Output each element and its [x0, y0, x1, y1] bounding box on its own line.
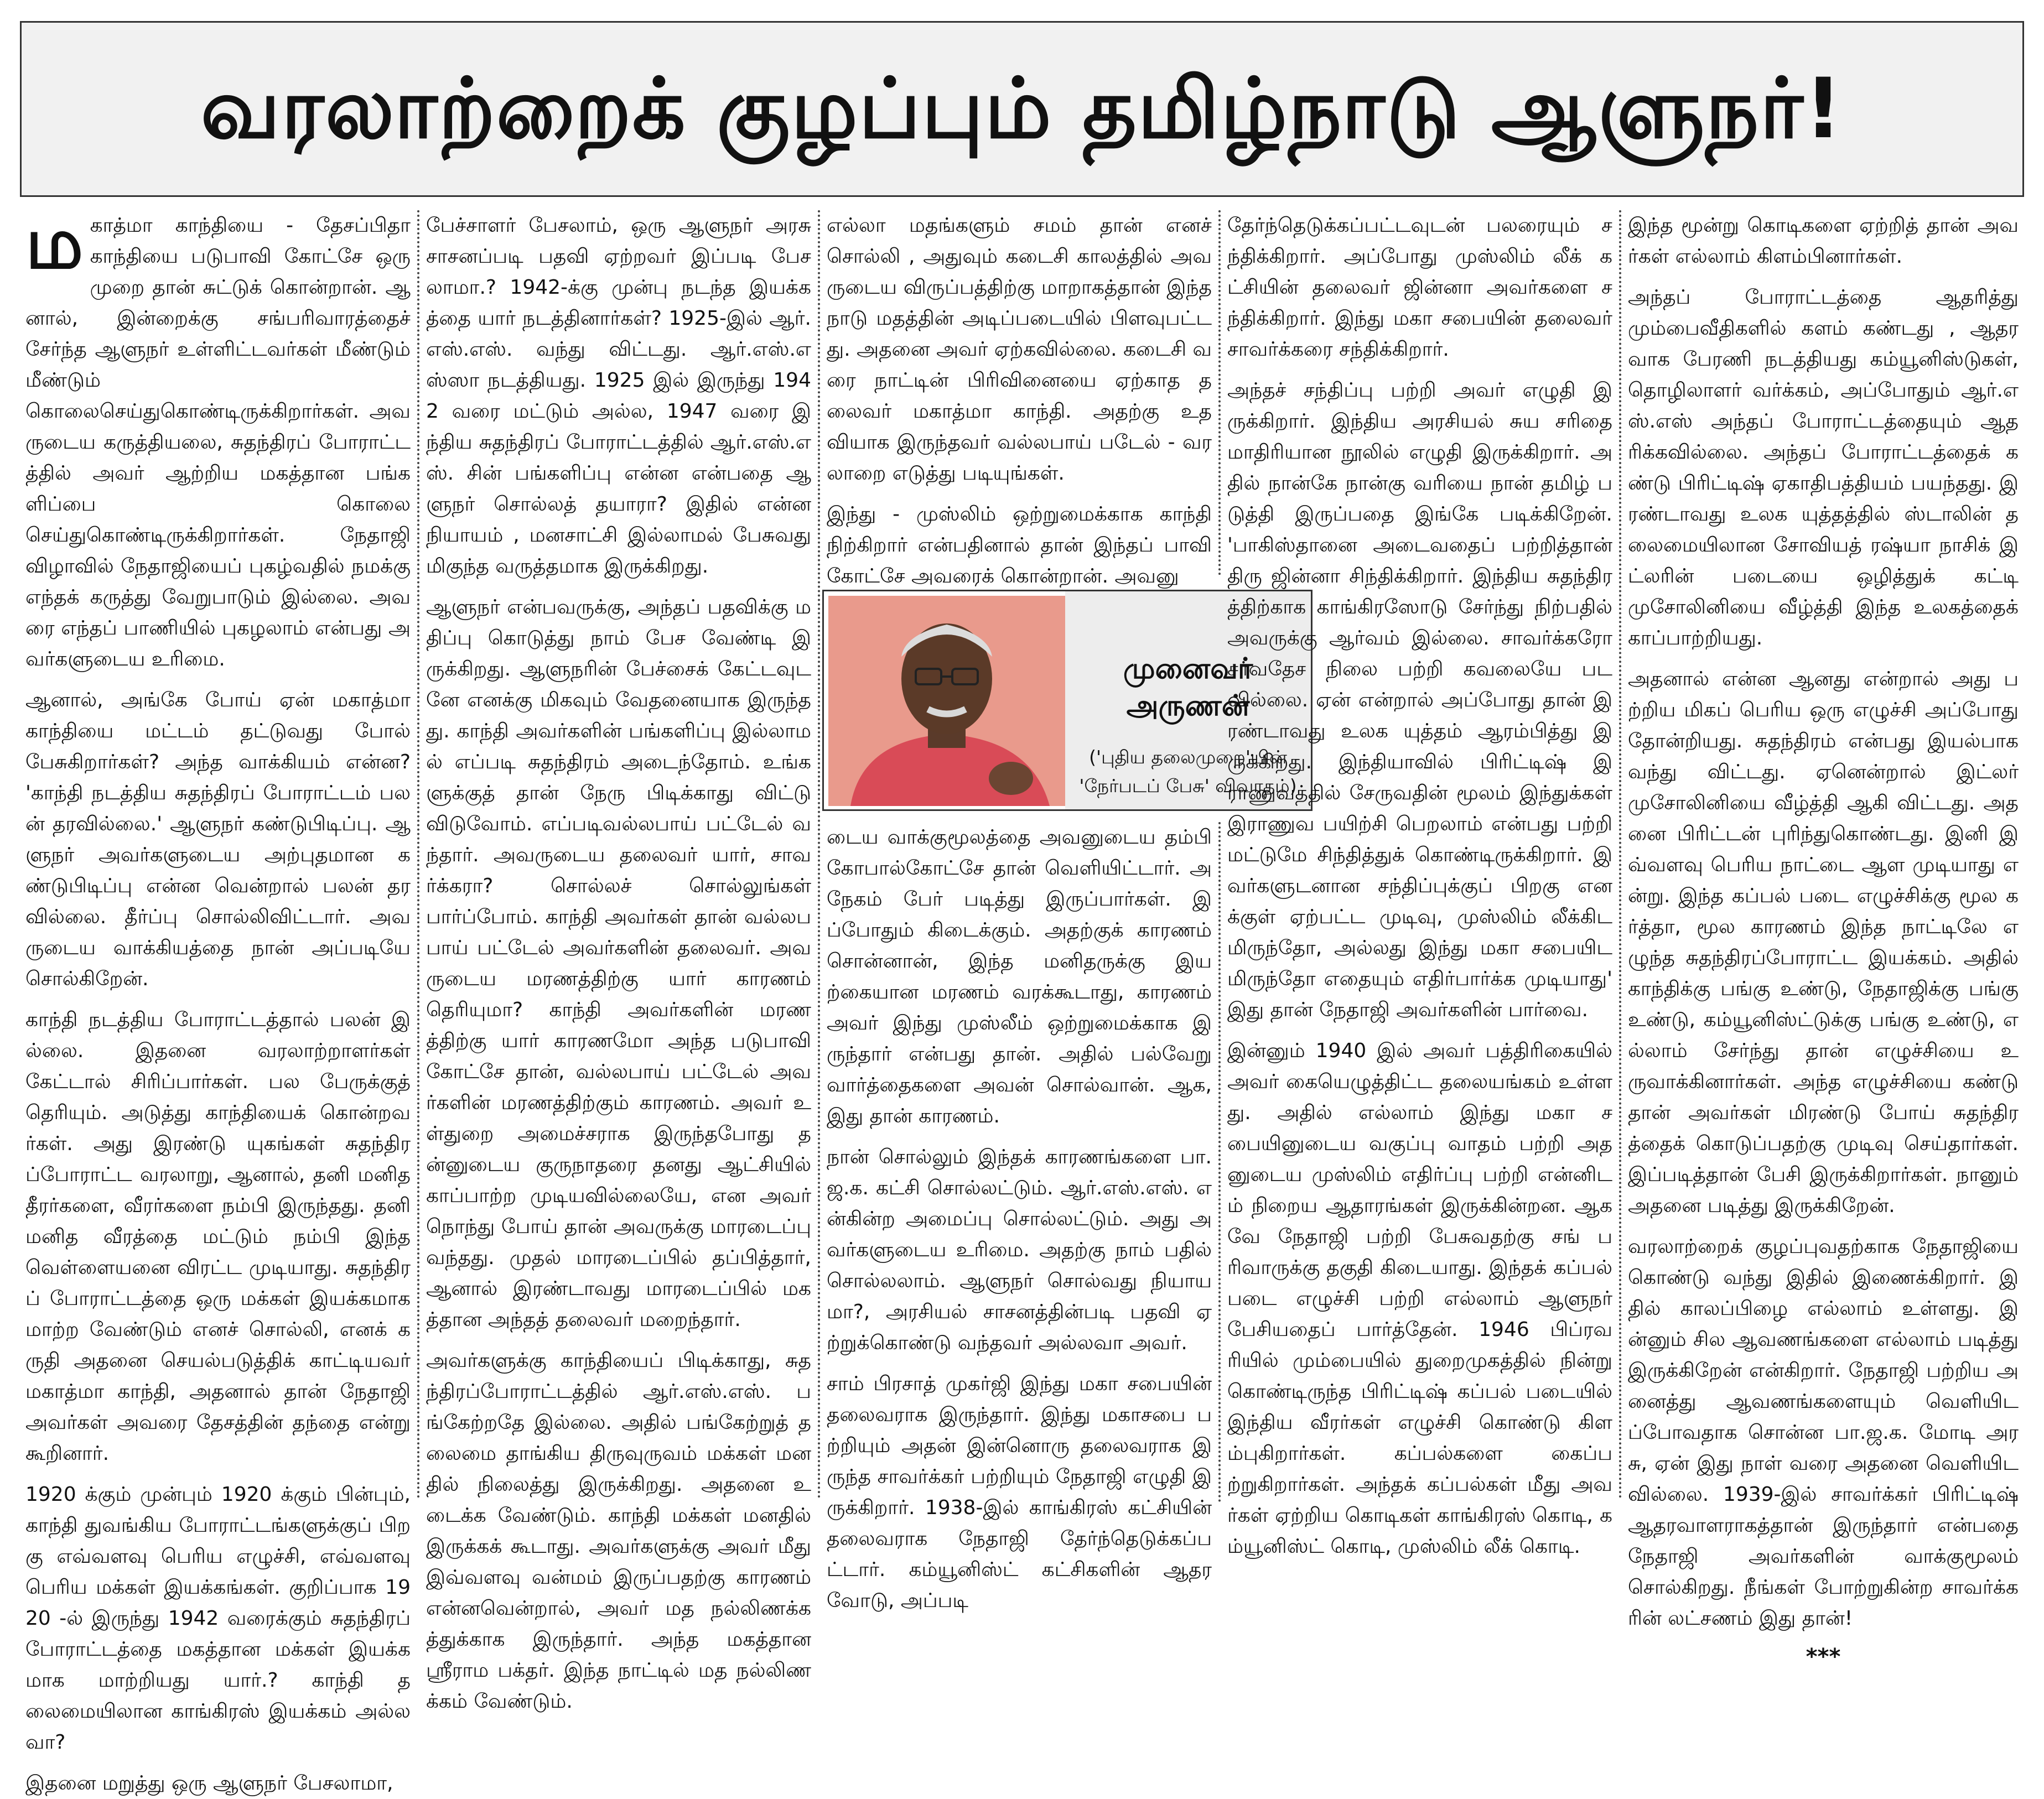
paragraph: அந்தப் போராட்டத்தை ஆதரித்து மும்பைவீதிகளில் களம் கண்டது , ஆதரவாக பேரணி நடத்தியது கம்யூனிஸ்டுகள், தொழிலாளர் வர்க்கம், அப்போதும் ஆர்.எஸ்.எஸ் அந்தப் போராட்டத்தையும் ஆதரிக்கவில்லை. அந்தப் போராட்டத்தைக் கண்டு பிரிட்டிஷ் ஏகாதிபத்தியம் பயந்தது. இரண்டாவது உலக யுத்தத்தில் ஸ்டாலின் தலைமையிலான சோவியத் ரஷ்யா நாசிக் இட்லரின் படையை ஒழித்துக் கட்டி முசோலினியை வீழ்த்தி இந்த உலகத்தைக் காப்பாற்றியது. [1628, 286, 2019, 649]
paragraph: அவர்களுக்கு காந்தியைப் பிடிக்காது, சுதந்திரப்போராட்டத்தில் ஆர்.எஸ்.எஸ். பங்கேற்றதே இல்லை. அதில் பங்கேற்றுத் தலைமை தாங்கிய திருவுருவம் மக்கள் மனதில் நிலைத்து இருக்கிறது. அதனை உடைக்க வேண்டும். காந்தி மக்கள் மனதில் இருக்கக் கூடாது. அவர்களுக்கு அவர் மீது இவ்வளவு வன்மம் இருப்பதற்கு காரணம் என்னவென்றால், அவர் மத நல்லிணக்கத்துக்காக இருந்தார். அந்த மகத்தான ஸ்ரீராம பக்தர். இந்த நாட்டில் மத நல்லிணக்கம் வேண்டும். [426, 1349, 811, 1713]
paragraph: சாம் பிரசாத் முகர்ஜி இந்து மகா சபையின் தலைவராக இருந்தார். இந்து மகாசபை பற்றியும் அதன் இன்னொரு தலைவராக இருந்த சாவர்க்கர் பற்றியும் நேதாஜி எழுதி இருக்கிறார். 1938-இல் காங்கிரஸ் கட்சியின் தலைவராக நேதாஜி தேர்ந்தெடுக்கப்பட்டார். கம்யூனிஸ்ட் கட்சிகளின் ஆதரவோடு, அப்படி [827, 1372, 1212, 1612]
paragraph: இதனை மறுத்து ஒரு ஆளுநர் பேசலாமா, [25, 1772, 393, 1795]
paragraph: எல்லா மதங்களும் சமம் தான் எனச் சொல்லி , அதுவும் கடைசி காலத்தில் அவருடைய விருப்பத்திற்கு மாறாகத்தான் இந்த நாடு மதத்தின் அடிப்படையில் பிளவுபட்டது. அதனை அவர் ஏற்கவில்லை. கடைசி வரை நாட்டின் பிரிவினையை ஏற்காத தலைவர் மகாத்மா காந்தி. அதற்கு உதவியாக இருந்தவர் வல்லபாய் படேல் - வரலாறை எடுத்து படியுங்கள். [827, 214, 1212, 485]
column-divider [1218, 822, 1221, 1502]
author-credit-line-2: 'நேர்படப் பேசு' விவாதம்) [1079, 775, 1297, 797]
paragraph: காந்தி நடத்திய போராட்டத்தால் பலன் இல்லை. இதனை வரலாற்றாளர்கள் கேட்டால் சிரிப்பார்கள். பல பேருக்குத் தெரியும். அடுத்து காந்தியைக் கொன்றவர்கள். அது இரண்டு யுகங்கள் சுதந்திரப்போராட்ட வரலாறு, ஆனால், தனி மனித தீரர்களை, வீரர்களை நம்பி இருந்தது. தனி மனித வீரத்தை மட்டும் நம்பி இந்த வெள்ளையனை விரட்ட முடியாது. சுதந்திரப் போராட்டத்தை ஒரு மக்கள் இயக்கமாக மாற்ற வேண்டும் எனச் சொல்லி, எனக் கருதி அதனை செயல்படுத்திக் காட்டியவர் மகாத்மா காந்தி, அதனால் தான் நேதாஜி அவர்கள் அவரை தேசத்தின் தந்தை என்று கூறினார். [25, 1008, 411, 1465]
paragraph: வரலாற்றைக் குழப்புவதற்காக நேதாஜியை கொண்டு வந்து இதில் இணைக்கிறார். இதில் காலப்பிழை எல்லாம் உள்ளது. இன்னும் சில ஆவணங்களை எல்லாம் படித்து இருக்கிறேன் என்கிறார். நேதாஜி பற்றிய அனைத்து ஆவணங்களையும் வெளியிடப்போவதாக சொன்ன பா.ஜ.க. மோடி அரசு, ஏன் இது நாள் வரை அதனை வெளியிடவில்லை. 1939-இல் சாவர்க்கர் பிரிட்டிஷ் ஆதரவாளராகத்தான் இருந்தார் என்பதை நேதாஜி அவர்களின் வாக்குமூலம் சொல்கிறது. நீங்கள் போற்றுகின்ற சாவர்க்கரின் லட்சணம் இது தான்! [1628, 1235, 2019, 1630]
paragraph: டைய வாக்குமூலத்தை அவனுடைய தம்பி கோபால்கோட்சே தான் வெளியிட்டார். அநேகம் பேர் படித்து இருப்பார்கள். இப்போதும் கிடைக்கும். அதற்குக் காரணம் சொன்னான், இந்த மனிதருக்கு இயற்கையான மரணம் வரக்கூடாது, காரணம் அவர் இந்து முஸ்லீம் ஒற்றுமைக்காக இருந்தார் என்பது தான். அதில் பல்வேறு வார்த்தைகளை அவன் சொல்வான். ஆக, இது தான் காரணம். [827, 826, 1212, 1127]
paragraph [25, 201, 411, 675]
headline-box [20, 21, 2024, 197]
headline: வரலாற்றைக் குழப்பும் தமிழ்நாடு ஆளுநர்! [200, 61, 1844, 157]
paragraph: ஆனால், அங்கே போய் ஏன் மகாத்மா காந்தியை மட்டம் தட்டுவது போல் பேசுகிறார்கள்? அந்த வாக்கியம் என்ன? 'காந்தி நடத்திய சுதந்திரப் போராட்டம் பலன் தரவில்லை.' ஆளுநர் கண்டுபிடிப்பு. ஆளுநர் அவர்களுடைய அற்புதமான கண்டுபிடிப்பு என்ன வென்றால் பலன் தரவில்லை. தீர்ப்பு சொல்லிவிட்டார். அவருடைய வாக்கியத்தை நான் அப்படியே சொல்கிறேன். [25, 689, 411, 990]
paragraph: ஆளுநர் என்பவருக்கு, அந்தப் பதவிக்கு மதிப்பு கொடுத்து நாம் பேச வேண்டி இருக்கிறது. ஆளுநரின் பேச்சைக் கேட்டவுடனே எனக்கு மிகவும் வேதனையாக இருந்தது. காந்தி அவர்களின் பங்களிப்பு இல்லாமல் எப்படி சுதந்திரம் அடைந்தோம். உங்களுக்குத் தான் நேரு பிடிக்காது விட்டு விடுவோம். எப்படிவல்லபாய் பட்டேல் வந்தார். அவருடைய தலைவர் யார், சாவர்க்கரா? சொல்லச் சொல்லுங்கள் பார்ப்போம். காந்தி அவர்கள் தான் வல்லபபாய் பட்டேல் அவர்களின் தலைவர். அவருடைய மரணத்திற்கு யார் காரணம் தெரியுமா? காந்தி அவர்களின் மரணத்திற்கு யார் காரணமோ அந்த படுபாவி கோட்சே தான், வல்லபாய் பட்டேல் அவர்களின் மரணத்திற்கும் காரணம். அவர் உள்துறை அமைச்சராக இருந்தபோது தன்னுடைய குருநாதரை தனது ஆட்சியில் காப்பாற்ற முடியவில்லையே, என அவர் நொந்து போய் தான் அவருக்கு மாரடைப்பு வந்தது. முதல் மாரடைப்பில் தப்பித்தார், ஆனால் இரண்டாவது மாரடைப்பில் மகத்தான அந்தத் தலைவர் மறைந்தார். [426, 596, 811, 1331]
column-divider [818, 210, 820, 1499]
end-mark: *** [1806, 1644, 1841, 1670]
author-name: முனைவர் அருணன் [1123, 652, 1253, 722]
column-3-top [821, 210, 1217, 587]
paragraph: அந்தச் சந்திப்பு பற்றி அவர் எழுதி இருக்கிறார். இந்திய அரசியல் சுய சரிதை மாதிரியான நூலில் எழுதி இருக்கிறார். அதில் நான்கே நான்கு வரியை நான் தமிழ் படுத்தி இருப்பதை இங்கே படிக்கிறேன். 'பாகிஸ்தானை அடைவதைப் பற்றித்தான் திரு ஜின்னா சிந்திக்கிறார். இந்திய சுதந்திரத்திற்காக காங்கிரஸோடு சேர்ந்து நிற்பதில் அவருக்கு ஆர்வம் இல்லை. சாவர்க்கரோ சர்வதேச நிலை பற்றி கவலையே படவில்லை. ஏன் என்றால் அப்போது தான் இரண்டாவது உலக யுத்தம் ஆரம்பித்து இருக்கிறது. இந்தியாவில் பிரிட்டிஷ் இராணுவத்தில் சேருவதின் மூலம் இந்துக்கள் இராணுவ பயிற்சி பெறலாம் என்பது பற்றி மட்டுமே சிந்தித்துக் கொண்டிருக்கிறார். இவர்களுடனான சந்திப்புக்குப் பிறகு எனக்குள் ஏற்பட்ட முடிவு, முஸ்லிம் லீக்கிடமிருந்தோ, அல்லது இந்து மகா சபையிடமிருந்தோ எதையும் எதிர்பார்க்க முடியாது' இது தான் நேதாஜி அவர்களின் பார்வை. [1227, 379, 1612, 1021]
paragraph: தேர்ந்தெடுக்கப்பட்டவுடன் பலரையும் சந்திக்கிறார். அப்போது முஸ்லிம் லீக் கட்சியின் தலைவர் ஜின்னா அவர்களை சந்திக்கிறார். இந்து மகா சபையின் தலைவர் சாவர்க்கரை சந்திக்கிறார். [1227, 214, 1612, 361]
author-photo [828, 596, 1065, 806]
author-credit-line-1: ('புதிய தலைமுறை'யின் [1089, 746, 1287, 768]
column-4 [1222, 210, 1618, 1558]
paragraph: நான் சொல்லும் இந்தக் காரணங்களை பா.ஜ.க. கட்சி சொல்லட்டும். ஆர்.எஸ்.எஸ். என்கின்ற அமைப்பு சொல்லட்டும். அது அவர்களுடைய உரிமை. அதற்கு நாம் பதில் சொல்லலாம். ஆளுநர் சொல்வது நியாயமா?, அரசியல் சாசனத்தின்படி பதவி ஏற்றுக்கொண்டு வந்தவர் அல்லவா அவர். [827, 1146, 1212, 1354]
paragraph: இந்து - முஸ்லிம் ஒற்றுமைக்காக காந்தி நிற்கிறார் என்பதினால் தான் இந்தப் பாவி கோட்சே அவரைக் கொன்றான். அவனு [827, 503, 1212, 587]
drop-cap: ம [25, 201, 84, 285]
column-divider [1619, 210, 1621, 1499]
column-3-bottom [821, 822, 1217, 1612]
column-2 [421, 210, 817, 1713]
paragraph: 1920 க்கும் முன்பும் 1920 க்கும் பின்பும், காந்தி துவங்கிய போராட்டங்களுக்குப் பிறகு எவ்வளவு பெரிய எழுச்சி, எவ்வளவு பெரிய மக்கள் இயக்கங்கள். குறிப்பாக 1920 -ல் இருந்து 1942 வரைக்கும் சுதந்திரப் போராட்டத்தை மகத்தான மக்கள் இயக்கமாக மாற்றியது யார்.? காந்தி தலைமையிலான காங்கிரஸ் இயக்கம் அல்லவா? [25, 1483, 411, 1754]
column-divider [1218, 210, 1221, 575]
paragraph: பேச்சாளர் பேசலாம், ஒரு ஆளுநர் அரசு சாசனப்படி பதவி ஏற்றவர் இப்படி பேசலாமா.? 1942-க்கு முன்பு நடந்த இயக்கத்தை யார் நடத்தினார்கள்? 1925-இல் ஆர்.எஸ்.எஸ். வந்து விட்டது. ஆர்.எஸ்.எஸ்ஸா நடத்தியது. 1925 இல் இருந்து 1942 வரை மட்டும் அல்ல, 1947 வரை இந்திய சுதந்திரப் போராட்டத்தில் ஆர்.எஸ்.எஸ். சின் பங்களிப்பு என்ன என்பதை ஆளுநர் சொல்லத் தயாரா? இதில் என்ன நியாயம் , மனசாட்சி இல்லாமல் பேசுவது மிகுந்த வருத்தமாக இருக்கிறது. [426, 214, 811, 578]
column-divider [417, 210, 419, 1499]
column-1 [20, 201, 416, 1795]
paragraph-text: காத்மா காந்தியை - தேசப்பிதா காந்தியை படுபாவி கோட்சே ஒரு முறை தான் சுட்டுக் கொன்றான். ஆனால், இன்றைக்கு சங்பரிவாரத்தைச் சேர்ந்த ஆளுநர் உள்ளிட்டவர்கள் மீண்டும் மீண்டும் கொலைசெய்துகொண்டிருக்கிறார்கள். அவருடைய கருத்தியலை, சுதந்திரப் போராட்டத்தில் அவர் ஆற்றிய மகத்தான பங்களிப்பை கொலை செய்துகொண்டிருக்கிறார்கள். நேதாஜி விழாவில் நேதாஜியைப் புகழ்வதில் நமக்கு எந்தக் கருத்து வேறுபாடும் இல்லை. அவரை எந்தப் பாணியில் புகழலாம் என்பது அவர்களுடைய உரிமை. [25, 214, 411, 670]
author-portrait [828, 596, 1065, 806]
paragraph: இன்னும் 1940 இல் அவர் பத்திரிகையில் அவர் கையெழுத்திட்ட தலையங்கம் உள்ளது. அதில் எல்லாம் இந்து மகா சபையினுடைய வகுப்பு வாதம் பற்றி அதனுடைய முஸ்லிம் எதிர்ப்பு பற்றி என்னிடம் நிறைய ஆதாரங்கள் இருக்கின்றன. ஆகவே நேதாஜி பற்றி பேசுவதற்கு சங் பரிவாருக்கு தகுதி கிடையாது. இந்தக் கப்பல் படை எழுச்சி பற்றி எல்லாம் ஆளுநர் பேசியதைப் பார்த்தேன். 1946 பிப்ரவரியில் மும்பையில் துறைமுகத்தில் நின்று கொண்டிருந்த பிரிட்டிஷ் கப்பல் படையில் இந்திய வீரர்கள் எழுச்சி கொண்டு கிளம்புகிறார்கள். கப்பல்களை கைப்பற்றுகிறார்கள். அந்தக் கப்பல்கள் மீது அவர்கள் ஏற்றிய கொடிகள் காங்கிரஸ் கொடி, கம்யூனிஸ்ட் கொடி, முஸ்லிம் லீக் கொடி. [1227, 1039, 1612, 1558]
paragraph: இந்த மூன்று கொடிகளை ஏற்றித் தான் அவர்கள் எல்லாம் கிளம்பினார்கள். [1628, 214, 2019, 268]
paragraph: அதனால் என்ன ஆனது என்றால் அது பற்றிய மிகப் பெரிய ஒரு எழுச்சி அப்போது தோன்றியது. சுதந்திரம் என்பது இயல்பாக வந்து விட்டது. ஏனென்றால் இட்லர் முசோலினியை வீழ்த்தி ஆகி விட்டது. அதனை பிரிட்டன் புரிந்துகொண்டது. இனி இவ்வளவு பெரிய நாட்டை ஆள முடியாது என்று. இந்த கப்பல் படை எழுச்சிக்கு மூல கர்த்தா, மூல காரணம் இந்த நாட்டிலே எழுந்த சுதந்திரப்போராட்ட இயக்கம். அதில் காந்திக்கு பங்கு உண்டு, நேதாஜிக்கு பங்கு உண்டு, கம்யூனிஸ்ட்டுக்கு பங்கு உண்டு, எல்லாம் சேர்ந்து தான் எழுச்சியை உருவாக்கினார்கள். அந்த எழுச்சியை கண்டு தான் அவர்கள் மிரண்டு போய் சுதந்திரத்தைக் கொடுப்பதற்கு முடிவு செய்தார்கள். இப்படித்தான் பேசி இருக்கிறார்கள். நானும் அதனை படித்து இருக்கிறேன். [1628, 668, 2019, 1217]
column-5 [1622, 210, 2024, 1670]
